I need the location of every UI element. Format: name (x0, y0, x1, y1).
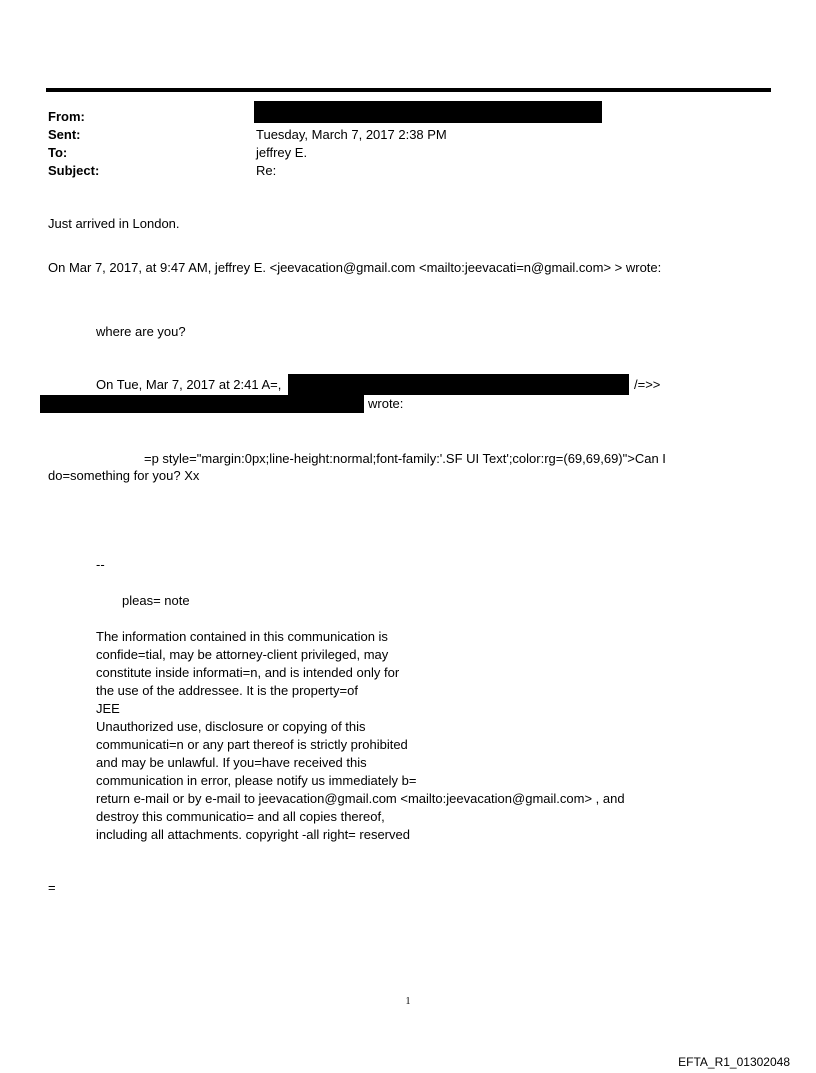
disclaimer-line: Unauthorized use, disclosure or copying of this (96, 719, 366, 734)
sent-value: Tuesday, March 7, 2017 2:38 PM (256, 127, 447, 142)
disclaimer-line: and may be unlawful. If you=have received this (96, 755, 367, 770)
disclaimer-line: constitute inside informati=n, and is intended only for (96, 665, 400, 680)
disclaimer-line: return e-mail or by e-mail to jeevacation@gmail.com <mailto:jeevacation@gmail.com> , and (96, 791, 625, 806)
redaction-from (254, 101, 602, 123)
please-note: pleas= note (122, 593, 190, 608)
subject-label: Subject: (48, 163, 100, 178)
subject-value: Re: (256, 163, 277, 178)
disclaimer-block (96, 628, 625, 844)
bates-stamp: EFTA_R1_01302048 (678, 1055, 790, 1069)
disclaimer-line: communicati=n or any part thereof is strictly prohibited (96, 737, 408, 752)
question-line: where are you? (96, 324, 186, 339)
redaction-sender-1 (288, 374, 629, 395)
redaction-sender-2 (40, 395, 364, 413)
style-line-1: =p style="margin:0px;line-height:normal;font-family:'.SF UI Text';color:rg=(69,69,69)">Can I (144, 451, 666, 466)
to-value: jeffrey E. (256, 145, 308, 160)
on-tue-prefix: On Tue, Mar 7, 2017 at 2:41 A=, (96, 377, 282, 392)
sent-label: Sent: (48, 127, 81, 142)
wrote-label: wrote: (368, 396, 404, 411)
disclaimer-line: JEE (96, 701, 120, 716)
style-line-2: do=something for you? Xx (48, 468, 200, 483)
disclaimer-line: the use of the addressee. It is the property=of (96, 683, 358, 698)
body-line-arrived: Just arrived in London. (48, 216, 180, 231)
header-rule (46, 88, 771, 92)
disclaimer-line: confide=tial, may be attorney-client privileged, may (96, 647, 389, 662)
from-label: From: (48, 109, 85, 124)
signature-dashes: -- (96, 557, 105, 572)
page-number: 1 (405, 996, 411, 1007)
disclaimer-line: communication in error, please notify us immediately b= (96, 773, 417, 788)
on-tue-suffix: /=>> (634, 377, 661, 392)
to-label: To: (48, 145, 68, 160)
trailing-equals: = (48, 880, 56, 895)
disclaimer-line: The information contained in this communication is (96, 629, 388, 644)
disclaimer-line: including all attachments. copyright -all right= reserved (96, 827, 410, 842)
disclaimer-line: destroy this communicatio= and all copies thereof, (96, 809, 385, 824)
quote-intro: On Mar 7, 2017, at 9:47 AM, jeffrey E. <jeevacation@gmail.com <mailto:jeevacati=n@gmail.com> > wrote: (48, 260, 662, 275)
